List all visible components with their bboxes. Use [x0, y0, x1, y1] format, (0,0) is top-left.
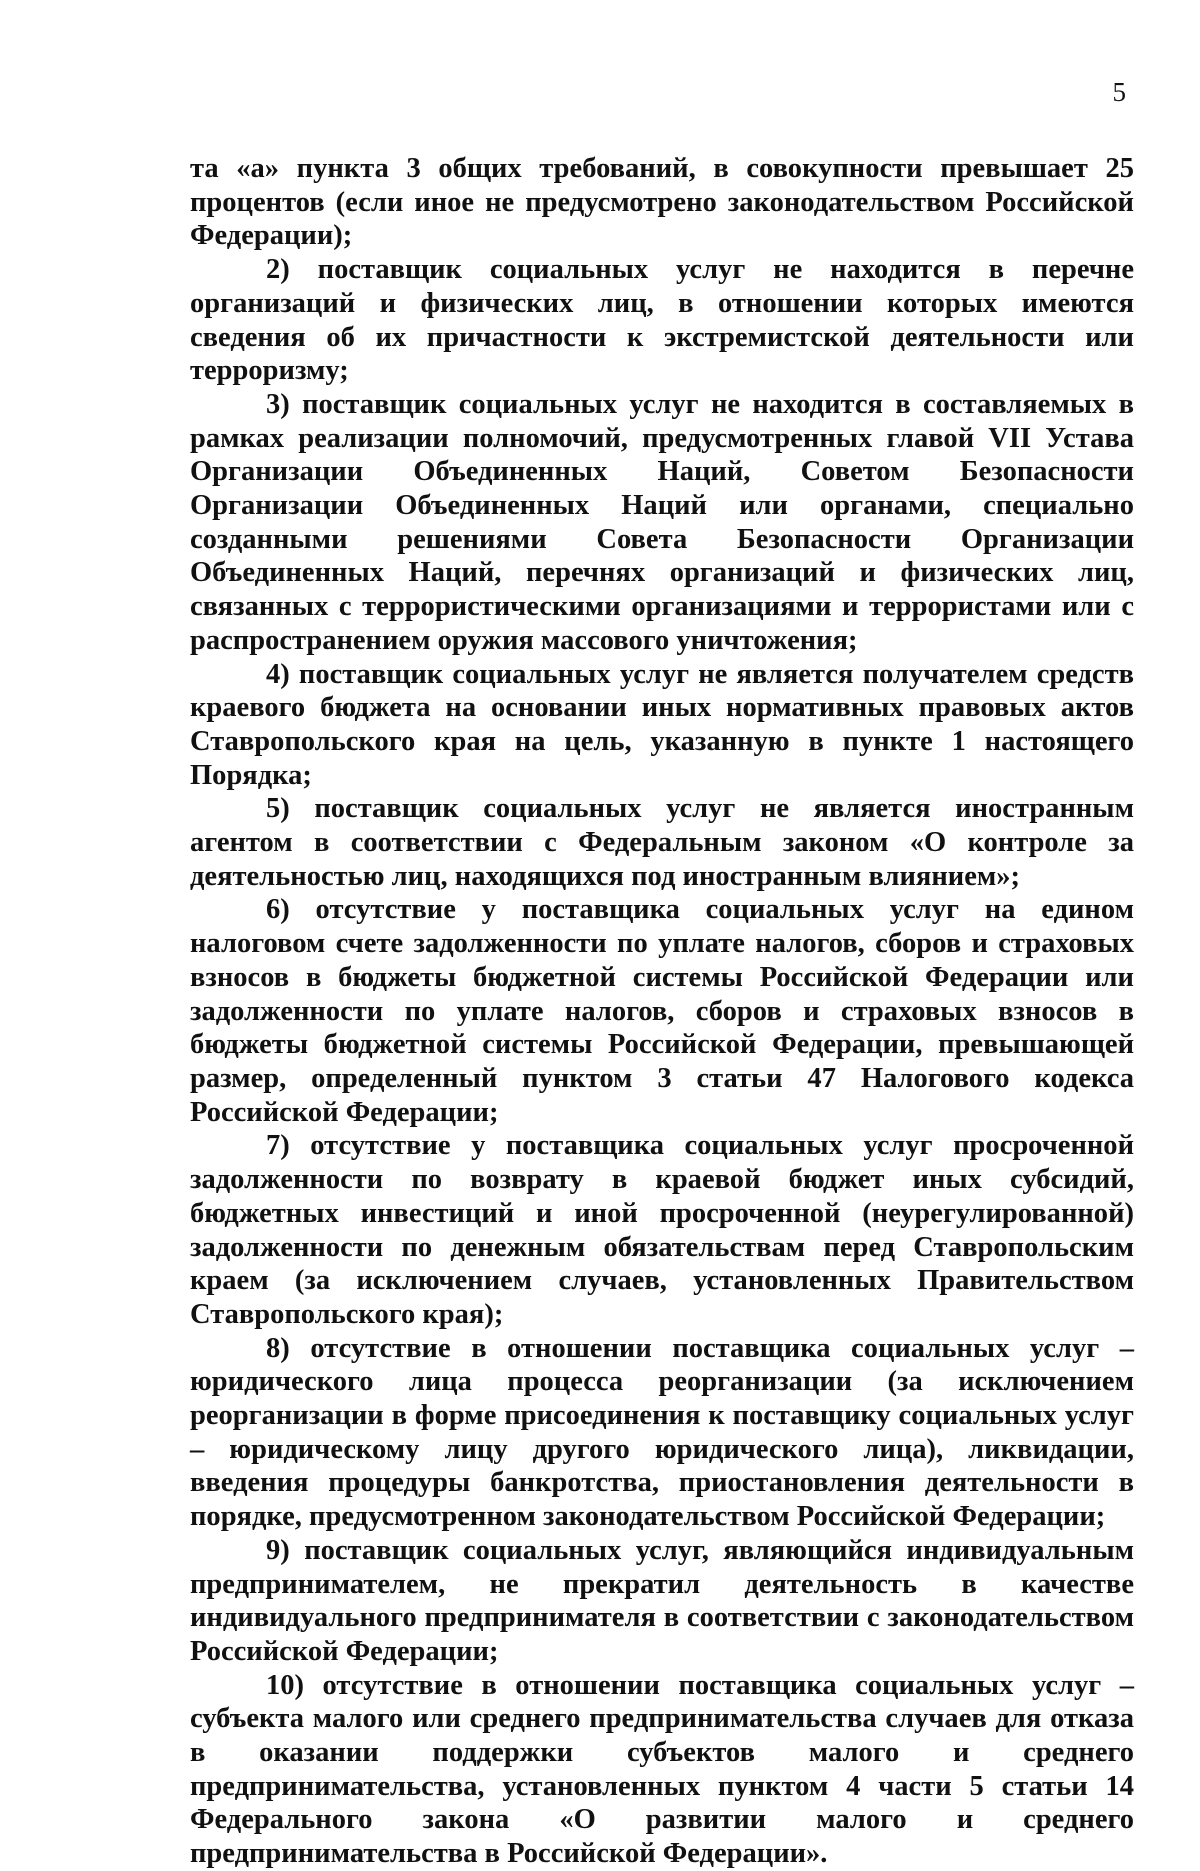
page-number: 5: [1112, 77, 1126, 107]
paragraph-item-7: 7) отсутствие у поставщика социальных услуг просроченной задолженности по возврату в краевой бюджет иных субсидий, бюджетных инвестиций и иной просроченной (неурегулированной) задолженности по денежным обязательствам перед Ставропольским краем (за исключением случаев, установленных Правительством Ставропольского края);: [190, 1130, 1134, 1330]
paragraph-item-4: 4) поставщик социальных услуг не является получателем средств краевого бюджета на основании иных нормативных правовых актов Ставропольского края на цель, указанную в пункте 1 настоящего Порядка;: [190, 658, 1134, 791]
paragraph-item-5: 5) поставщик социальных услуг не является иностранным агентом в соответствии с Федеральным законом «О контроле за деятельностью лиц, находящихся под иностранным влиянием»;: [190, 793, 1134, 892]
paragraph-item-9: 9) поставщик социальных услуг, являющийся индивидуальным предпринимателем, не прекратил деятельность в качестве индивидуального предпринимателя в соответствии с законодательством Российской Федерации;: [190, 1534, 1134, 1667]
paragraph-continuation: та «а» пункта 3 общих требований, в совокупности превышает 25 процентов (если иное не предусмотрено законодательством Российской Федерации);: [190, 153, 1134, 252]
paragraph-item-6: 6) отсутствие у поставщика социальных услуг на едином налоговом счете задолженности по уплате налогов, сборов и страховых взносов в бюджеты бюджетной системы Российской Федерации или задолженности по уплате налогов, сборов и страховых взносов в бюджеты бюджетной системы Российской Федерации, превышающей размер, определенный пунктом 3 статьи 47 Налогового кодекса Российской Федерации;: [190, 894, 1134, 1128]
document-body: [190, 152, 1134, 1871]
paragraph-item-10: 10) отсутствие в отношении поставщика социальных услуг – субъекта малого или среднего предпринимательства случаев для отказа в оказании поддержки субъектов малого и среднего предпринимательства, установленных пунктом 4 части 5 статьи 14 Федерального закона «О развитии малого и среднего предпринимательства в Российской Федерации».: [190, 1669, 1134, 1870]
paragraph-item-3: 3) поставщик социальных услуг не находится в составляемых в рамках реализации полномочий, предусмотренных главой VII Устава Организации Объединенных Наций, Советом Безопасности Организации Объединенных Наций или органами, специально созданными решениями Совета Безопасности Организации Объединенных Наций, перечнях организаций и физических лиц, связанных с террористическими организациями и террористами или с распространением оружия массового уничтожения;: [190, 388, 1134, 656]
paragraph-item-8: 8) отсутствие в отношении поставщика социальных услуг – юридического лица процесса реорганизации (за исключением реорганизации в форме присоединения к поставщику социальных услуг – юридическому лицу другого юридического лица), ликвидации, введения процедуры банкротства, приостановления деятельности в порядке, предусмотренном законодательством Российской Федерации;: [190, 1332, 1134, 1533]
paragraph-item-2: 2) поставщик социальных услуг не находится в перечне организаций и физических лиц, в отношении которых имеются сведения об их причастности к экстремистской деятельности или терроризму;: [190, 254, 1134, 387]
